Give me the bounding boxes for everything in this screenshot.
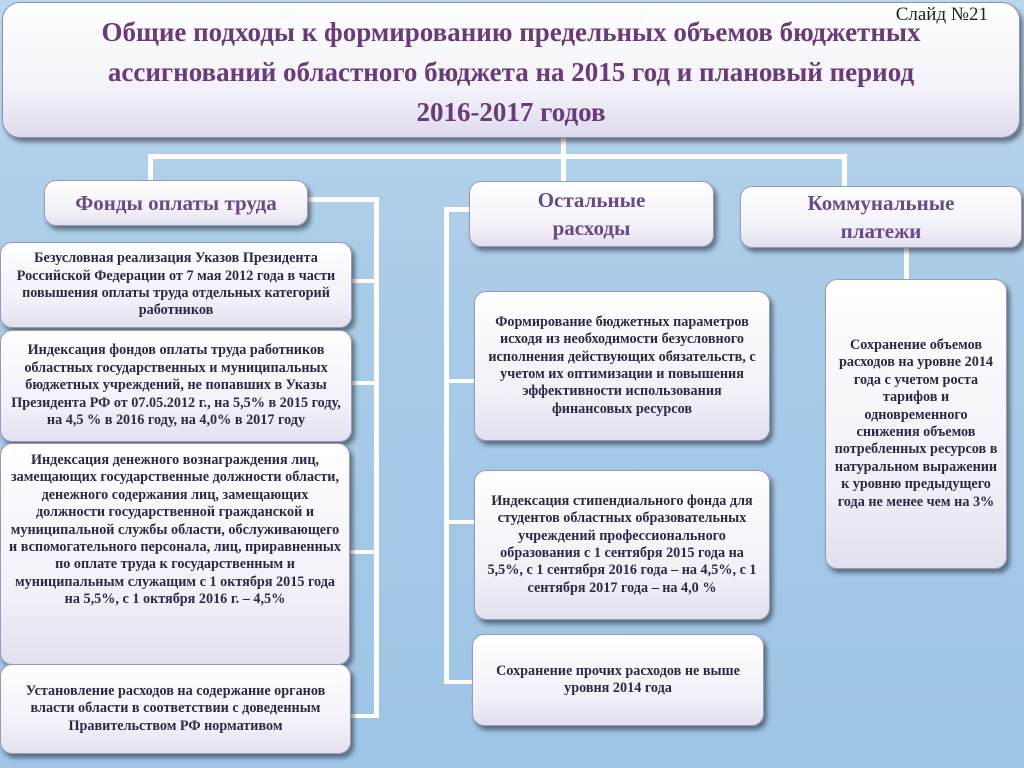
- wages-item-3: [0, 443, 350, 665]
- connector-top-bar: [148, 154, 846, 159]
- connector-wages-branch-1: [350, 279, 378, 283]
- category-wages: [44, 180, 308, 226]
- connector-utilities-child: [904, 246, 909, 282]
- wages-item-1-text: Безусловная реализация Указов Президента Российской Федерации от 7 мая 2012 года в части повышения оплаты труда отдельных категорий работников: [16, 250, 336, 319]
- other-item-2-text: Индексация стипендиального фонда для студентов областных образовательных учреждений профессионального образования с 1 сентября 2015 года на 5,5%, с 1 сентября 2016 года – на 4,5%, с 1 сентября 2017 года – на 4,0 %: [487, 492, 757, 596]
- wages-item-2: [0, 330, 352, 442]
- category-wages-label: Фонды оплаты труда: [75, 191, 277, 215]
- connector-other-branch-2: [444, 520, 476, 524]
- utilities-item-1-text: Сохранение объемов расходов на уровне 2014 года с учетом роста тарифов и одновременного снижения объемов потребленных ресурсов в натуральном выражении к уровню предыдущего года не менее чем на 3%: [834, 336, 998, 510]
- other-item-3: [472, 634, 764, 726]
- category-utilities: [740, 186, 1022, 248]
- wages-item-2-text: Индексация фондов оплаты труда работников областных государственных и муниципальных бюджетных учреждений, не попавших в Указы Президента РФ от 07.05.2012 г., на 5,5% в 2015 году, на 4,5 % в 2016 году, на 4,0% в 2017 году: [11, 342, 341, 429]
- wages-item-4-text: Установление расходов на содержание органов власти области в соответствии с доведенным Правительством РФ нормативом: [25, 682, 326, 734]
- wages-item-4: [0, 664, 351, 754]
- other-item-2: [474, 470, 770, 620]
- utilities-item-1: [825, 279, 1007, 569]
- slide-title: Общие подходы к формированию предельных объемов бюджетных ассигнований областного бюджета на 2015 год и плановый период 2016-2017 годов: [101, 17, 921, 127]
- title-box: [2, 2, 1020, 138]
- connector-wages-side-top: [304, 197, 378, 202]
- connector-other-drop: [561, 154, 566, 184]
- connector-utilities-drop: [842, 154, 847, 188]
- category-other-label: Остальные расходы: [537, 188, 646, 240]
- connector-wages-branch-2: [350, 381, 378, 385]
- connector-wages-branch-3: [350, 550, 378, 554]
- connector-wages-branch-4: [350, 714, 378, 718]
- wages-item-3-text: Индексация денежного вознаграждения лиц, замещающих государственные должности области, денежного содержания лиц, замещающих должности государственной гражданской и муниципальной службы области, обслуживающего и вспомогательного персонала, лиц, приравненных по оплате труда к государственным и муниципальным служащим с 1 октября 2015 года на 5,5%, с 1 октября 2016 г. – 4,5%: [9, 452, 341, 608]
- other-item-1: [474, 291, 770, 441]
- connector-wages-spine: [374, 197, 379, 718]
- category-other: [469, 181, 714, 247]
- category-utilities-label: Коммунальные платежи: [807, 191, 955, 243]
- connector-other-spine: [444, 207, 449, 684]
- connector-other-branch-1: [444, 379, 476, 383]
- other-item-3-text: Сохранение прочих расходов не выше уровня 2014 года: [496, 662, 740, 696]
- slide-number: Слайд №21: [895, 4, 988, 25]
- wages-item-1: [0, 242, 352, 328]
- other-item-1-text: Формирование бюджетных параметров исходя из необходимости безусловного исполнения действующих обязательств, с учетом их оптимизации и повышения эффективности использования финансовых ресурсов: [488, 313, 756, 417]
